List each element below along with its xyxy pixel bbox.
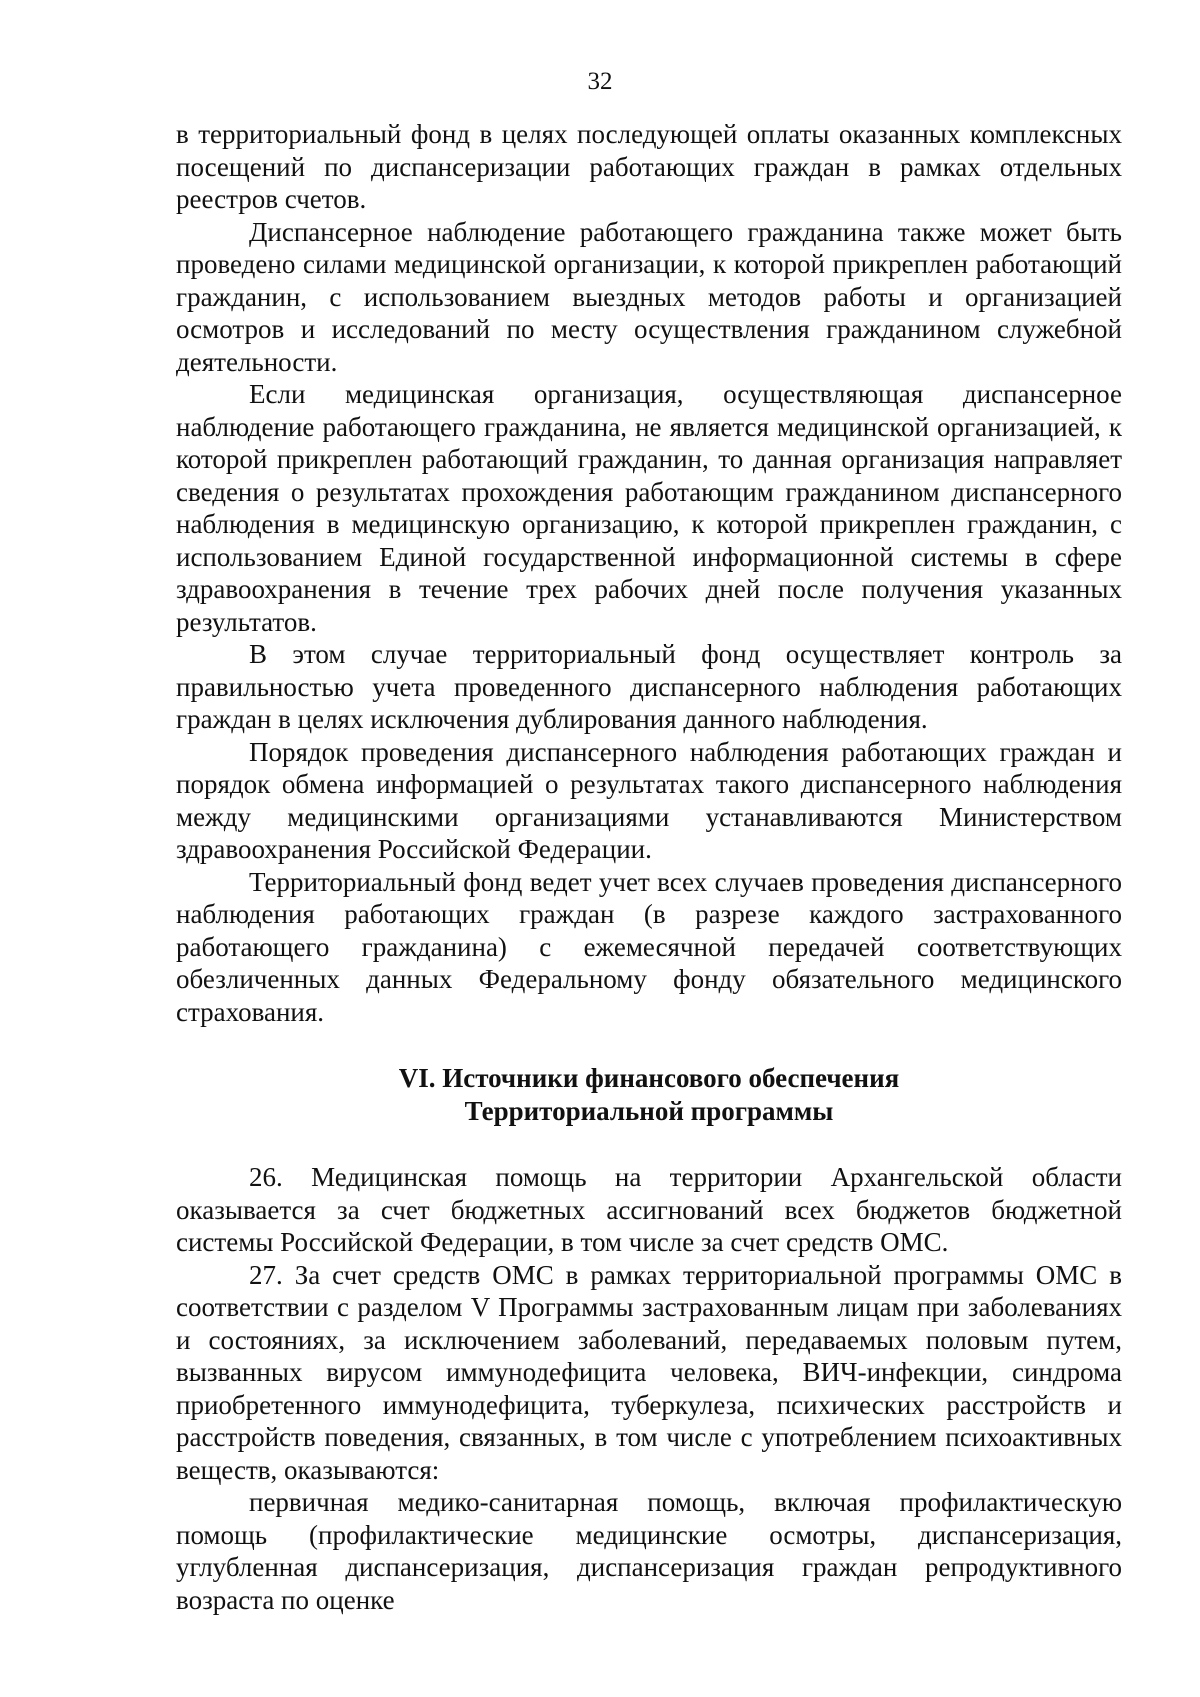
section-heading-line-1: VI. Источники финансового обеспечения xyxy=(398,1063,900,1093)
section-heading-line-2: Территориальной программы xyxy=(464,1095,834,1126)
paragraph-dispensary-own-forces: Диспансерное наблюдение работающего гражданина также может быть проведено силами медицинской организации, к которой прикреплен работающий гражданин, с использованием выездных методов работы и организацией осмотров и исследований по месту осуществления гражданином служебной деятельности. xyxy=(176,216,1122,377)
paragraph-item-27: 27. За счет средств ОМС в рамках территориальной программы ОМС в соответствии с разделом V Программы застрахованным лицам при заболеваниях и состояниях, за исключением заболеваний, передаваемых половым путем, вызванных вирусом иммунодефицита человека, ВИЧ-инфекции, синдрома приобретенного иммунодефицита, туберкулеза, психических расстройств и расстройств поведения, связанных, в том числе с употреблением психоактивных веществ, оказываются: xyxy=(176,1259,1122,1485)
section-heading xyxy=(176,1062,1122,1127)
page-number: 32 xyxy=(587,68,613,95)
paragraph-other-organization: Если медицинская организация, осуществляющая диспансерное наблюдение работающего гражданина, не является медицинской организацией, к которой прикреплен работающий гражданин, то данная организация направляет сведения о результатах прохождения работающим гражданином диспансерного наблюдения в медицинскую организацию, к которой прикреплен гражданин, с использованием Единой государственной информационной системы в сфере здравоохранения в течение трех рабочих дней после получения указанных результатов. xyxy=(176,379,1122,637)
paragraph-continuation: в территориальный фонд в целях последующей оплаты оказанных комплексных посещений по диспансеризации работающих граждан в рамках отдельных реестров счетов. xyxy=(176,119,1122,214)
paragraph-procedure-ministry: Порядок проведения диспансерного наблюдения работающих граждан и порядок обмена информацией о результатах такого диспансерного наблюдения между медицинскими организациями устанавливаются Министерством здравоохранения Российской Федерации. xyxy=(176,736,1122,864)
page-content xyxy=(176,118,1122,1616)
paragraph-fund-control: В этом случае территориальный фонд осуществляет контроль за правильностью учета проведенного диспансерного наблюдения работающих граждан в целях исключения дублирования данного наблюдения. xyxy=(176,639,1122,734)
paragraph-fund-accounting: Территориальный фонд ведет учет всех случаев проведения диспансерного наблюдения работающих граждан (в разрезе каждого застрахованного работающего гражданина) с ежемесячной передачей соответствующих обезличенных данных Федеральному фонду обязательного медицинского страхования. xyxy=(176,866,1122,1027)
paragraph-primary-care: первичная медико-санитарная помощь, включая профилактическую помощь (профилактические медицинские осмотры, диспансеризация, углубленная диспансеризация, диспансеризация граждан репродуктивного возраста по оценке xyxy=(176,1487,1122,1615)
paragraph-item-26: 26. Медицинская помощь на территории Архангельской области оказывается за счет бюджетных ассигнований всех бюджетов бюджетной системы Российской Федерации, в том числе за счет средств ОМС. xyxy=(176,1162,1122,1257)
